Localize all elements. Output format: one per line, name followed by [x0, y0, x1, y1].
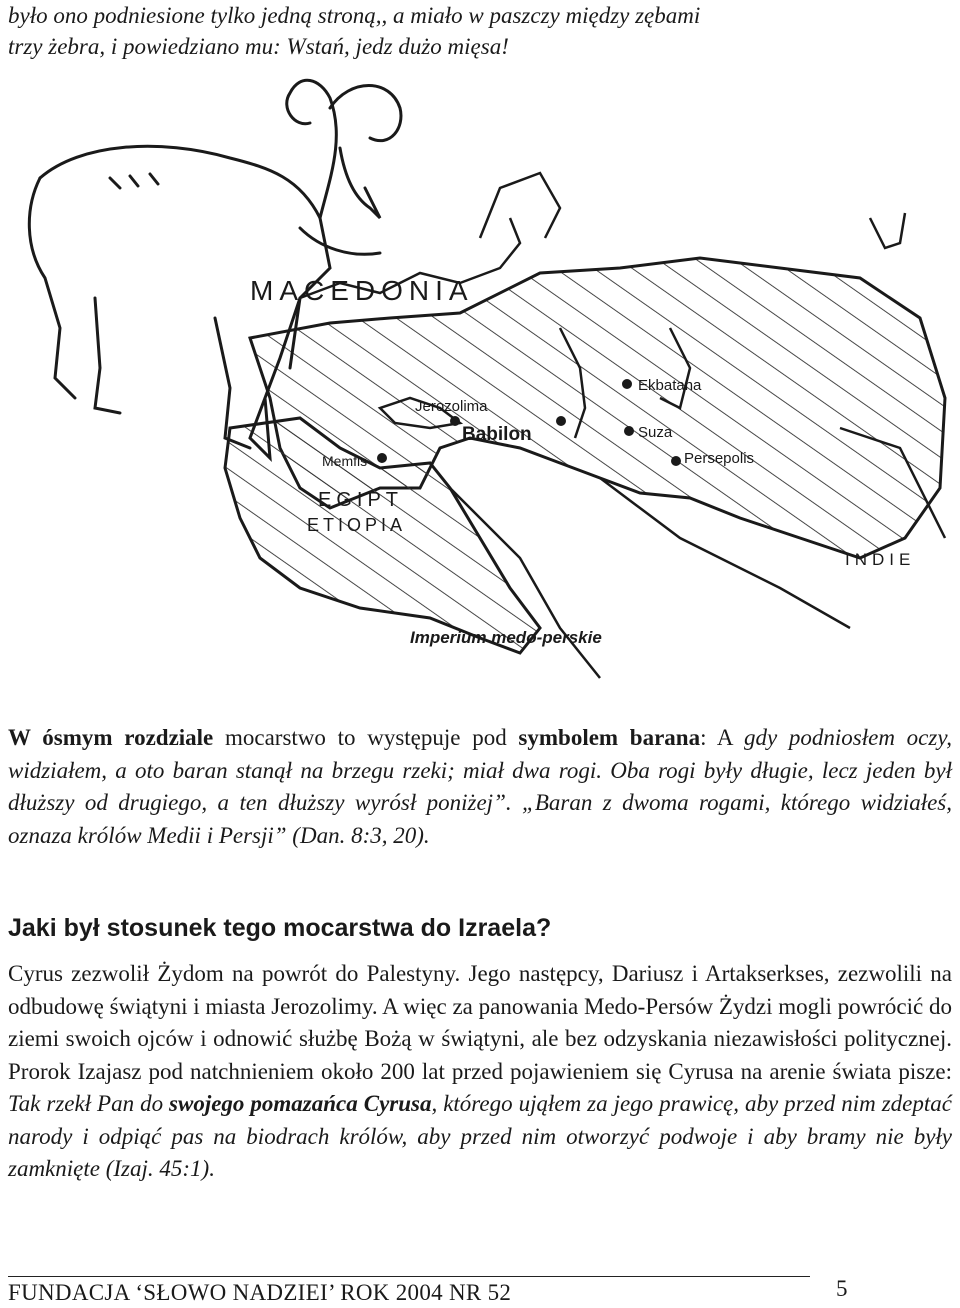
persepolis-label: Persepolis — [684, 450, 755, 467]
jerozolima-dot — [450, 416, 460, 426]
p2-italic-1: Tak rzekł Pan do — [8, 1091, 170, 1116]
memfis-dot — [377, 453, 387, 463]
paragraph-cyrus — [8, 958, 952, 1186]
p2-text-1: Cyrus zezwolił Żydom na powrót do Palestyny. Jego następcy, Dariusz i Artakserkses, zezwolili na odbudowę świątyni i miasta Jerozolimy. A więc za panowania Medo-Persów Żydzi mogli powrócić do ziemi swoich ojców i odnowić służbę Bożą w świątyni, ale bez odzyskania niezawisłości politycznej. Prorok Izajasz pod natchnieniem około 200 lat przed pojawieniem się Cyrusa na arenie świata pisze: — [8, 961, 952, 1084]
jerozolima-label: Jerozolima — [415, 398, 488, 415]
footer-divider — [8, 1276, 810, 1277]
p2-italic-2: , którego ująłem za jego prawicę, aby przed nim zdeptać narody i odpiąć pas na biodrach królów, aby przed nim otworzyć podwoje i aby bramy nie były zamknięte (Izaj. 45:1). — [8, 1091, 952, 1181]
babilon-dot — [556, 416, 566, 426]
ekbatana-dot — [622, 379, 632, 389]
p1-bold-1: W ósmym rozdziale — [8, 725, 214, 750]
etiopia-label: ETIOPIA — [307, 515, 407, 535]
intro-text — [8, 0, 948, 62]
p2-bold-1: swojego pomazańca Cyrusa — [169, 1091, 432, 1116]
page-number: 5 — [836, 1276, 848, 1301]
suza-dot — [624, 426, 634, 436]
p1-italic-quote: gdy podniosłem oczy, widziałem, a oto baran stanął na brzegu rzeki; miał dwa rogi. Oba rogi były długie, lecz jeden był dłuższy od drugiego, a ten dłuższy wyrósł poniżej”. „Baran z dwoma rogami, którego widziałeś, oznaza królów Medii i Persji” (Dan. 8:3, 20). — [8, 725, 953, 848]
section-question: Jaki był stosunek tego mocarstwa do Izraela? — [8, 914, 552, 942]
p1-text-2: : A — [700, 725, 744, 750]
memfis-label: Memfis — [322, 453, 368, 469]
ekbatana-label: Ekbatana — [638, 377, 702, 394]
indie-label: INDIE — [845, 550, 916, 569]
macedonia-label: MACEDONIA — [250, 275, 474, 306]
map-svg — [0, 68, 960, 720]
egipt-label: EGIPT — [318, 489, 404, 511]
map-caption: Imperium medo-perskie — [410, 628, 602, 647]
paragraph-dan-8 — [8, 722, 952, 852]
intro-line-1: było ono podniesione tylko jedną stroną,, a miało w paszczy między zębami — [8, 3, 701, 28]
babilon-label: Babilon — [462, 424, 532, 445]
footer-publisher: FUNDACJA ‘SŁOWO NADZIEI’ ROK 2004 NR 52 — [8, 1280, 512, 1305]
p1-text-1: mocarstwo to występuje pod — [213, 725, 519, 750]
p1-bold-2: symbolem barana — [518, 725, 701, 750]
intro-line-2: trzy żebra, i powiedziano mu: Wstań, jedz dużo mięsa! — [8, 34, 509, 59]
suza-label: Suza — [638, 424, 673, 441]
map-illustration — [0, 68, 960, 720]
persepolis-dot — [671, 456, 681, 466]
